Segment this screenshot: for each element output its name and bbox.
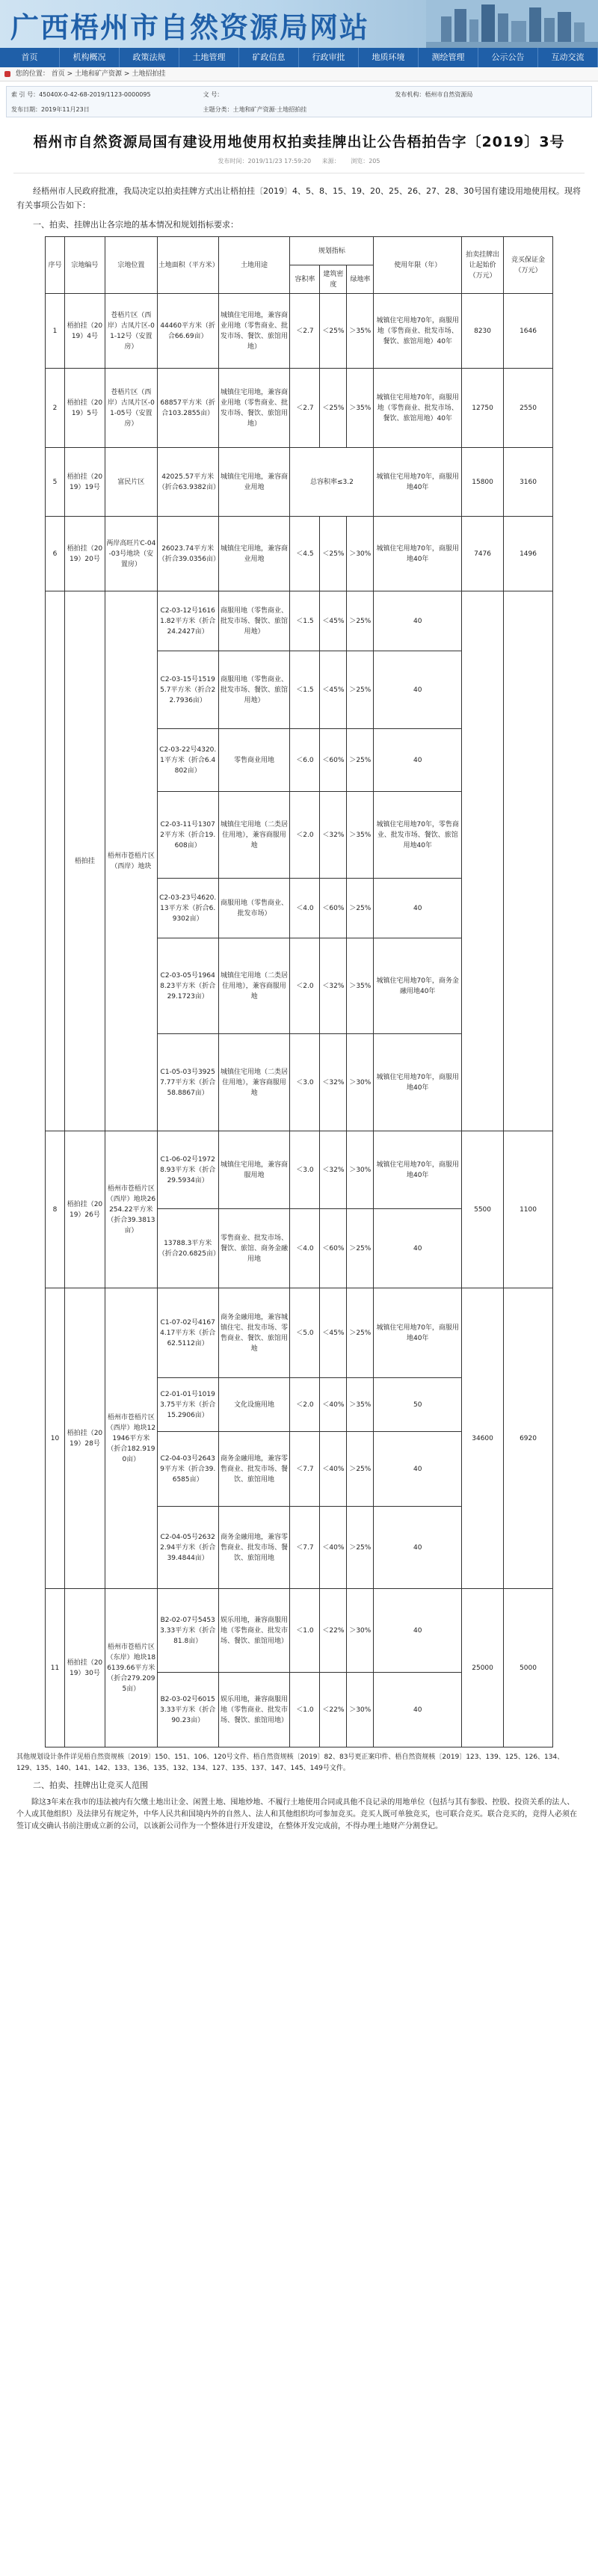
cell-density: ＜25% [320,294,347,369]
cell-density: ＜32% [320,938,347,1034]
cell-far: ＜2.0 [290,1378,320,1432]
meta-index [11,90,203,99]
cell-density: ＜32% [320,1034,347,1131]
cell-area: 44460平方米（折合66.69亩） [157,294,218,369]
nav-item-survey[interactable]: 测绘管理 [419,48,478,67]
cell-deposit: 1100 [504,1131,553,1288]
cell-far: ＜2.7 [290,294,320,369]
cell-no: 10 [46,1288,65,1589]
cell-far: ＜1.0 [290,1673,320,1747]
cell-plot: 梧拍挂（2019）5号 [64,369,105,448]
cell-term: 城镇住宅用地70年，零售商业、批发市场、餐饮、旅馆用地40年 [374,792,462,879]
meta-doc-label: 文 号： [203,90,224,98]
cell-green: ＞35% [347,294,374,369]
cell-green: ＞30% [347,1673,374,1747]
cell-green: ＞30% [347,1589,374,1673]
cell-location: 梧州市苍梧片区（西岸）地块121946平方米（折合182.9190亩） [105,1288,157,1589]
land-plot-table [45,236,553,1747]
col-use: 土地用途 [218,237,290,294]
cell-far: ＜7.7 [290,1432,320,1507]
cell-no: 5 [46,448,65,517]
cell-deposit [504,591,553,1131]
table-row [46,591,553,651]
meta-date-label: 发布日期： [11,105,41,113]
cell-area: 26023.74平方米（折合39.0356亩） [157,517,218,591]
nav-item-home[interactable]: 首页 [0,48,60,67]
cell-term: 城镇住宅用地70年，商服用地（零售商业、批发市场、餐饮、旅馆用地）40年 [374,369,462,448]
cell-area: 13788.3平方米（折合20.6825亩） [157,1209,218,1288]
cell-term: 城镇住宅用地70年，商服用地（零售商业、批发市场、餐饮、旅馆用地）40年 [374,294,462,369]
cell-price [462,591,504,1131]
cell-no: 6 [46,517,65,591]
cell-far: ＜4.5 [290,517,320,591]
planning-footnote: 其他规划设计条件详见梧自然资规核〔2019〕150、151、106、120号文件、梧自然资规核〔2019〕82、83号更正案印件、梧自然资规核〔2019〕123、139、125、126、134、129、135、140、141、142、133、136、135、132、134、127、135、137、147、145、149号文件。 [16,1753,564,1772]
cell-area: B2-03-02号60153.33平方米（折合90.23亩） [157,1673,218,1747]
cell-price: 15800 [462,448,504,517]
meta-index-value: 45040X-0-42-68-2019/1123-0000095 [39,90,151,98]
cell-term: 城镇住宅用地70年，商服用地40年 [374,517,462,591]
cell-term: 城镇住宅用地70年，商服用地40年 [374,1288,462,1378]
cell-plot: 梧拍挂（2019）28号 [64,1288,105,1589]
bidder-scope-paragraph: 除这3年来在我市的违法被内有欠缴土地出让金、闲置土地、囤地炒地、不履行土地使用合同或具他不良记录的用地单位（包括与其有参股、控股、投资关系的法人、个人或其他组织）及法律另有规定外，中华人民共和国境内外的自然人、法人和其他组织均可参加竞买。竞买人既可单独竞买，也可联合竞买。联合竞买的，竞得人必须在签订成交确认书前注册成立新的公司，以该新公司作为一个整体进行开发建设，在整体开发完成前，不得办理土地财产分割登记。 [16,1798,577,1830]
cell-location: 苍梧片区（西岸）古凤片区-01-05号（安置房） [105,369,157,448]
cell-location: 梧州市苍梧片区（西岸）地块26254.22平方米（折合39.3813亩） [105,1131,157,1288]
meta-category-value: 土地和矿产资源·土地招拍挂 [232,105,307,113]
cell-density: ＜22% [320,1673,347,1747]
cell-green: ＞35% [347,369,374,448]
cell-area: C2-01-01号10193.75平方米（折合15.2906亩） [157,1378,218,1432]
cell-area: C2-03-15号15195.7平方米（折合22.7936亩） [157,651,218,729]
cell-price: 7476 [462,517,504,591]
cell-price: 5500 [462,1131,504,1288]
table-row [46,1131,553,1209]
nav-item-about[interactable]: 机构概况 [60,48,120,67]
cell-term: 40 [374,651,462,729]
cell-green: ＞30% [347,1034,374,1131]
cell-density: ＜45% [320,591,347,651]
col-plot: 宗地编号 [64,237,105,294]
cell-term: 40 [374,1589,462,1673]
cell-density: ＜40% [320,1507,347,1589]
article-title: 梧州市自然资源局国有建设用地使用权拍卖挂牌出让公告梧拍告字〔2019〕3号 [33,134,565,150]
section-1-heading: 一、拍卖、挂牌出让各宗地的基本情况和规划指标要求： [33,220,238,230]
cell-plot: 梧拍挂 [64,591,105,1131]
cell-plot: 梧拍挂（2019）20号 [64,517,105,591]
cell-green: ＞25% [347,1209,374,1288]
cell-use: 商服用地（零售商业、批发市场、餐饮、旅馆用地） [218,591,290,651]
cell-far: 总容积率≤3.2 [290,448,374,517]
cell-far: ＜3.0 [290,1131,320,1209]
article-sub [0,157,598,165]
col-green: 绿地率 [347,265,374,294]
meta-category-label: 主题分类： [203,105,233,113]
meta-date-value: 2019年11月23日 [41,105,90,113]
cell-green: ＞25% [347,1288,374,1378]
cell-use: 商服用地（零售商业、批发市场） [218,879,290,938]
cell-density: ＜32% [320,792,347,879]
cell-density: ＜60% [320,879,347,938]
nav-item-mining[interactable]: 矿政信息 [239,48,299,67]
cell-green: ＞25% [347,729,374,792]
cell-no: 2 [46,369,65,448]
col-area: 土地面积（平方米） [157,237,218,294]
view-count: 浏览：205 [351,158,380,165]
cell-green: ＞30% [347,517,374,591]
cell-use: 城镇住宅用地，兼容商业用地 [218,448,290,517]
cell-deposit: 2550 [504,369,553,448]
cell-plot: 梧拍挂（2019）19号 [64,448,105,517]
cell-green: ＞35% [347,1378,374,1432]
meta-category [203,105,587,114]
cell-term: 40 [374,729,462,792]
meta-index-label: 索 引 号： [11,90,40,98]
city-skyline-image [426,0,598,48]
table-row [46,517,553,591]
cell-use: 城镇住宅用地，兼容商业用地（零售商业、批发市场、餐饮、旅馆用地） [218,294,290,369]
nav-item-policy[interactable]: 政策法规 [120,48,179,67]
cell-green: ＞25% [347,1507,374,1589]
cell-deposit: 6920 [504,1288,553,1589]
col-planning: 规划指标 [290,237,374,265]
nav-item-interact[interactable]: 互动交流 [538,48,598,67]
cell-use: 城镇住宅用地，兼容商服用地 [218,1131,290,1209]
cell-far: ＜1.0 [290,1589,320,1673]
cell-term: 40 [374,879,462,938]
main-nav [0,48,598,67]
col-no: 序号 [46,237,65,294]
breadcrumb-auction[interactable]: 土地招拍挂 [132,70,166,78]
cell-area: C2-03-23号4620.13平方米（折合6.9302亩） [157,879,218,938]
nav-item-notice[interactable]: 公示公告 [478,48,538,67]
cell-area: 68857平方米（折合103.2855亩） [157,369,218,448]
cell-density: ＜40% [320,1378,347,1432]
cell-area: 42025.57平方米（折合63.9382亩） [157,448,218,517]
cell-green: ＞35% [347,938,374,1034]
cell-location: 两岸高旺片C-04-03号地块（安置房） [105,517,157,591]
breadcrumb-land-mining[interactable]: 土地和矿产资源 [75,70,123,78]
cell-density: ＜45% [320,1288,347,1378]
cell-location: 苍梧片区（西岸）古凤片区-01-12号（安置房） [105,294,157,369]
cell-deposit: 1646 [504,294,553,369]
cell-area: C2-03-22号4320.1平方米（折合6.4802亩） [157,729,218,792]
cell-deposit: 1496 [504,517,553,591]
cell-far: ＜3.0 [290,1034,320,1131]
site-banner [0,0,598,48]
meta-doc [203,90,395,99]
cell-far: ＜1.5 [290,651,320,729]
cell-far: ＜4.0 [290,1209,320,1288]
cell-term: 城镇住宅用地70年，商服用地40年 [374,1131,462,1209]
cell-area: C2-04-03号26439平方米（折合39.6585亩） [157,1432,218,1507]
cell-plot: 梧拍挂（2019）4号 [64,294,105,369]
col-location: 宗地位置 [105,237,157,294]
cell-location: 梧州市苍梧片区（东岸）地块186139.66平方米（折合279.2095亩） [105,1589,157,1747]
cell-term: 城镇住宅用地70年，商务金融用地40年 [374,938,462,1034]
col-term: 使用年限（年） [374,237,462,294]
cell-area: C2-04-05号26322.94平方米（折合39.4844亩） [157,1507,218,1589]
cell-area: C1-05-03号39257.77平方米（折合58.8867亩） [157,1034,218,1131]
cell-area: C2-03-11号13072平方米（折合19.608亩） [157,792,218,879]
cell-density: ＜60% [320,729,347,792]
cell-no [46,591,65,1131]
cell-green: ＞25% [347,651,374,729]
nav-item-land[interactable]: 土地管理 [179,48,239,67]
cell-use: 商务金融用地，兼容零售商业、批发市场、餐饮、旅馆用地 [218,1507,290,1589]
cell-price: 25000 [462,1589,504,1747]
cell-density: ＜60% [320,1209,347,1288]
cell-term: 40 [374,1507,462,1589]
cell-density: ＜45% [320,651,347,729]
cell-use: 城镇住宅用地（二类居住用地），兼容商服用地 [218,792,290,879]
cell-plot: 梧拍挂（2019）26号 [64,1131,105,1288]
cell-far: ＜4.0 [290,879,320,938]
cell-term: 城镇住宅用地70年，商服用地40年 [374,1034,462,1131]
meta-org [395,90,587,99]
cell-use: 城镇住宅用地（二类居住用地），兼容商服用地 [218,938,290,1034]
cell-price: 34600 [462,1288,504,1589]
cell-location: 富民片区 [105,448,157,517]
cell-no: 8 [46,1131,65,1288]
cell-area: B2-02-07号54533.33平方米（折合81.8亩） [157,1589,218,1673]
col-deposit: 竞买保证金（万元） [504,237,553,294]
cell-price: 12750 [462,369,504,448]
cell-green: ＞25% [347,1432,374,1507]
cell-term: 50 [374,1378,462,1432]
col-density: 建筑密度 [320,265,347,294]
nav-item-approval[interactable]: 行政审批 [299,48,359,67]
cell-density: ＜25% [320,517,347,591]
cell-use: 商务金融用地，兼容城镇住宅、批发市场、零售商业、餐饮、旅馆用地 [218,1288,290,1378]
article-intro: 经梧州市人民政府批准，我局决定以拍卖挂牌方式出让梧拍挂〔2019〕4、5、8、15、19、20、25、26、27、28、30号国有建设用地使用权。现将有关事项公告如下： [16,186,581,210]
table-row [46,294,553,369]
table-row [46,369,553,448]
breadcrumb: 您的位置： 首页 > 土地和矿产资源 > 土地招拍挂 [0,67,598,82]
table-row [46,1589,553,1673]
col-far: 容积率 [290,265,320,294]
meta-org-value: 梧州市自然资源局 [425,90,473,98]
cell-area: C1-06-02号19728.93平方米（折合29.5934亩） [157,1131,218,1209]
cell-use: 文化设施用地 [218,1378,290,1432]
cell-term: 40 [374,1673,462,1747]
cell-density: ＜22% [320,1589,347,1673]
cell-green: ＞35% [347,792,374,879]
cell-use: 娱乐用地，兼容商服用地（零售商业、批发市场、餐饮、旅馆用地） [218,1673,290,1747]
cell-green: ＞25% [347,591,374,651]
meta-date [11,105,203,114]
table-row [46,448,553,517]
cell-price: 8230 [462,294,504,369]
cell-far: ＜2.0 [290,938,320,1034]
breadcrumb-label: 您的位置： [15,70,49,78]
cell-far: ＜2.7 [290,369,320,448]
cell-far: ＜1.5 [290,591,320,651]
section-2-heading: 二、拍卖、挂牌出让竞买人范围 [33,1780,148,1790]
cell-green: ＞25% [347,879,374,938]
cell-density: ＜40% [320,1432,347,1507]
nav-item-geology[interactable]: 地质环境 [359,48,419,67]
cell-area: C2-03-12号16161.82平方米（折合24.2427亩） [157,591,218,651]
cell-term: 40 [374,591,462,651]
cell-use: 商服用地（零售商业、批发市场、餐饮、旅馆用地） [218,651,290,729]
cell-far: ＜5.0 [290,1288,320,1378]
home-icon [4,71,10,77]
cell-use: 娱乐用地，兼容商服用地（零售商业、批发市场、餐饮、旅馆用地） [218,1589,290,1673]
cell-no: 1 [46,294,65,369]
cell-use: 城镇住宅用地（二类居住用地），兼容商服用地 [218,1034,290,1131]
article-source: 来源： [321,158,340,165]
cell-deposit: 5000 [504,1589,553,1747]
meta-org-label: 发布机构： [395,90,425,98]
cell-far: ＜2.0 [290,792,320,879]
cell-green: ＞30% [347,1131,374,1209]
col-start-price: 拍卖挂牌出让起始价（万元） [462,237,504,294]
breadcrumb-home[interactable]: 首页 [51,70,65,78]
cell-far: ＜7.7 [290,1507,320,1589]
cell-use: 零售商业、批发市场、餐饮、旅馆、商务金融用地 [218,1209,290,1288]
site-title: 广西梧州市自然资源局网站 [10,10,370,44]
cell-no: 11 [46,1589,65,1747]
cell-area: C2-03-05号19648.23平方米（折合29.1723亩） [157,938,218,1034]
table-row [46,1288,553,1378]
cell-term: 城镇住宅用地70年，商服用地40年 [374,448,462,517]
publish-time: 发布时间：2019/11/23 17:59:20 [218,158,312,165]
cell-use: 商务金融用地，兼容零售商业、批发市场、餐饮、旅馆用地 [218,1432,290,1507]
cell-use: 城镇住宅用地，兼容商业用地 [218,517,290,591]
cell-density: ＜25% [320,369,347,448]
cell-plot: 梧拍挂（2019）30号 [64,1589,105,1747]
cell-use: 城镇住宅用地，兼容商业用地（零售商业、批发市场、餐饮、旅馆用地） [218,369,290,448]
cell-deposit: 3160 [504,448,553,517]
cell-use: 零售商业用地 [218,729,290,792]
cell-far: ＜6.0 [290,729,320,792]
cell-term: 40 [374,1209,462,1288]
cell-location: 梧州市苍梧片区（西岸）地块 [105,591,157,1131]
cell-density: ＜32% [320,1131,347,1209]
cell-term: 40 [374,1432,462,1507]
doc-meta-box [6,86,592,117]
cell-area: C1-07-02号41674.17平方米（折合62.5112亩） [157,1288,218,1378]
